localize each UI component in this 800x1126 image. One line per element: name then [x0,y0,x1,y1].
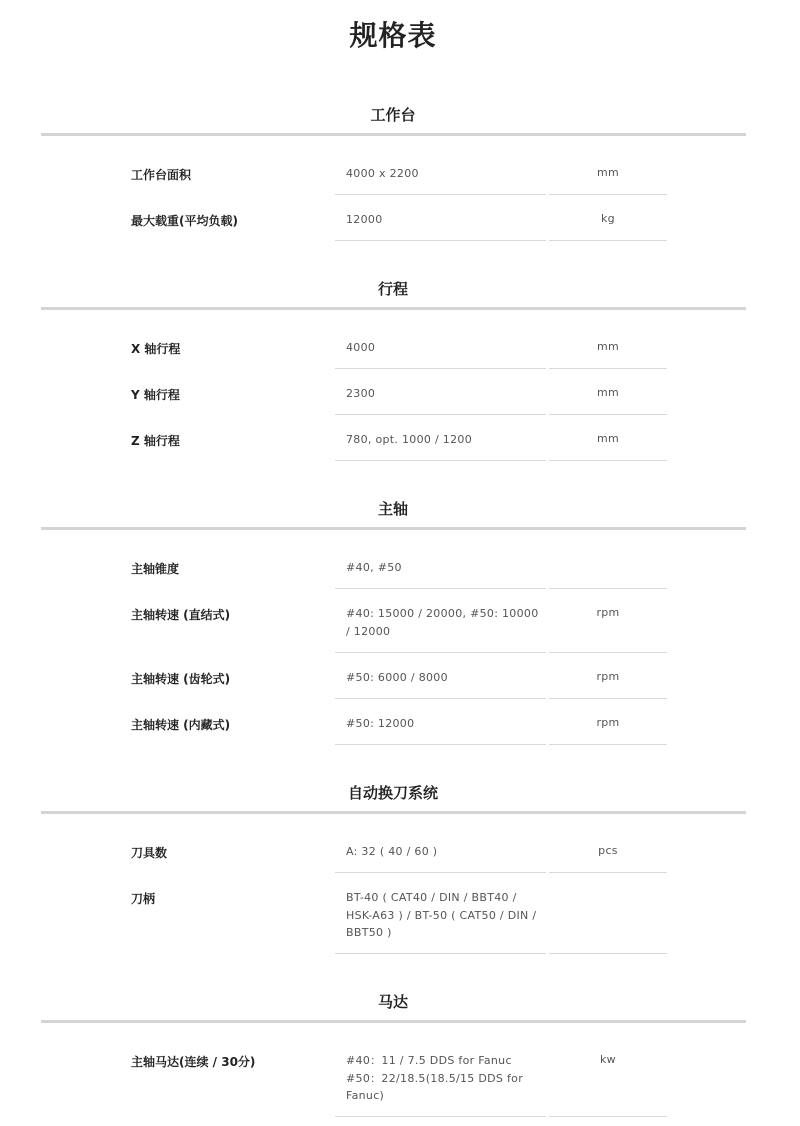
row-divider [549,368,667,369]
spec-unit: mm [596,432,620,445]
spec-unit: mm [596,340,620,353]
row-divider [549,414,667,415]
spec-value: #50: 6000 / 8000 [346,671,448,684]
section-heading-motor: 马达 [377,993,408,1011]
spec-unit: kw [600,1053,616,1066]
spec-unit: rpm [596,606,620,619]
spec-value: 2300 [346,387,376,400]
row-divider [335,872,546,873]
spec-unit: rpm [596,670,620,683]
row-divider [549,1116,667,1117]
row-divider [549,652,667,653]
spec-label: Y 轴行程 [131,388,180,402]
row-divider [549,588,667,589]
spec-label: 主轴锥度 [131,562,180,576]
spec-unit: mm [596,386,620,399]
row-divider [335,460,546,461]
row-divider [335,744,546,745]
section-heading-spindle: 主轴 [377,500,408,518]
section-divider [41,811,746,814]
spec-label: 刀具数 [131,846,168,860]
row-divider [335,194,546,195]
row-divider [335,588,546,589]
row-divider [549,698,667,699]
spec-unit: rpm [596,716,620,729]
spec-value: 780, opt. 1000 / 1200 [346,433,472,446]
spec-value: #50: 12000 [346,717,415,730]
row-divider [335,953,546,954]
section-heading-atc: 自动换刀系统 [347,784,438,802]
row-divider [549,240,667,241]
spec-label: 工作台面积 [131,168,192,182]
spec-label: Z 轴行程 [131,434,180,448]
section-divider [41,1020,746,1023]
spec-unit: kg [601,212,615,225]
spec-label: 主轴转速 (内藏式) [131,718,231,732]
page-title: 规格表 [349,19,437,52]
spec-value: 4000 [346,341,376,354]
spec-label: 刀柄 [131,892,156,906]
row-divider [335,652,546,653]
spec-label: 主轴马达(连续 / 30分) [131,1055,256,1069]
spec-value: A: 32 ( 40 / 60 ) [346,845,438,858]
spec-value: 12000 [346,213,383,226]
spec-value: 4000 x 2200 [346,167,419,180]
row-divider [549,872,667,873]
row-divider [549,460,667,461]
spec-label: 最大载重(平均负载) [131,214,238,228]
section-heading-worktable: 工作台 [370,106,416,124]
row-divider [335,240,546,241]
row-divider [335,1116,546,1117]
spec-label: 主轴转速 (齿轮式) [131,672,231,686]
spec-value: BT-40 ( CAT40 / DIN / BBT40 / HSK-A63 ) / BT-50 ( CAT50 / DIN / BBT50 ) [346,891,537,939]
row-divider [549,953,667,954]
section-divider [41,133,746,136]
spec-label: X 轴行程 [131,342,181,356]
spec-value: #40, #50 [346,561,402,574]
section-divider [41,527,746,530]
spec-unit: mm [596,166,620,179]
spec-label: 主轴转速 (直结式) [131,608,231,622]
row-divider [549,194,667,195]
row-divider [335,698,546,699]
spec-unit: pcs [598,844,618,857]
section-heading-travel: 行程 [377,280,408,298]
section-divider [41,307,746,310]
row-divider [549,744,667,745]
row-divider [335,414,546,415]
spec-value: #40: 15000 / 20000, #50: 10000 / 12000 [346,607,539,638]
row-divider [335,368,546,369]
spec-value: #40：11 / 7.5 DDS for Fanuc #50：22/18.5(18.5/15 DDS for Fanuc) [346,1054,524,1102]
